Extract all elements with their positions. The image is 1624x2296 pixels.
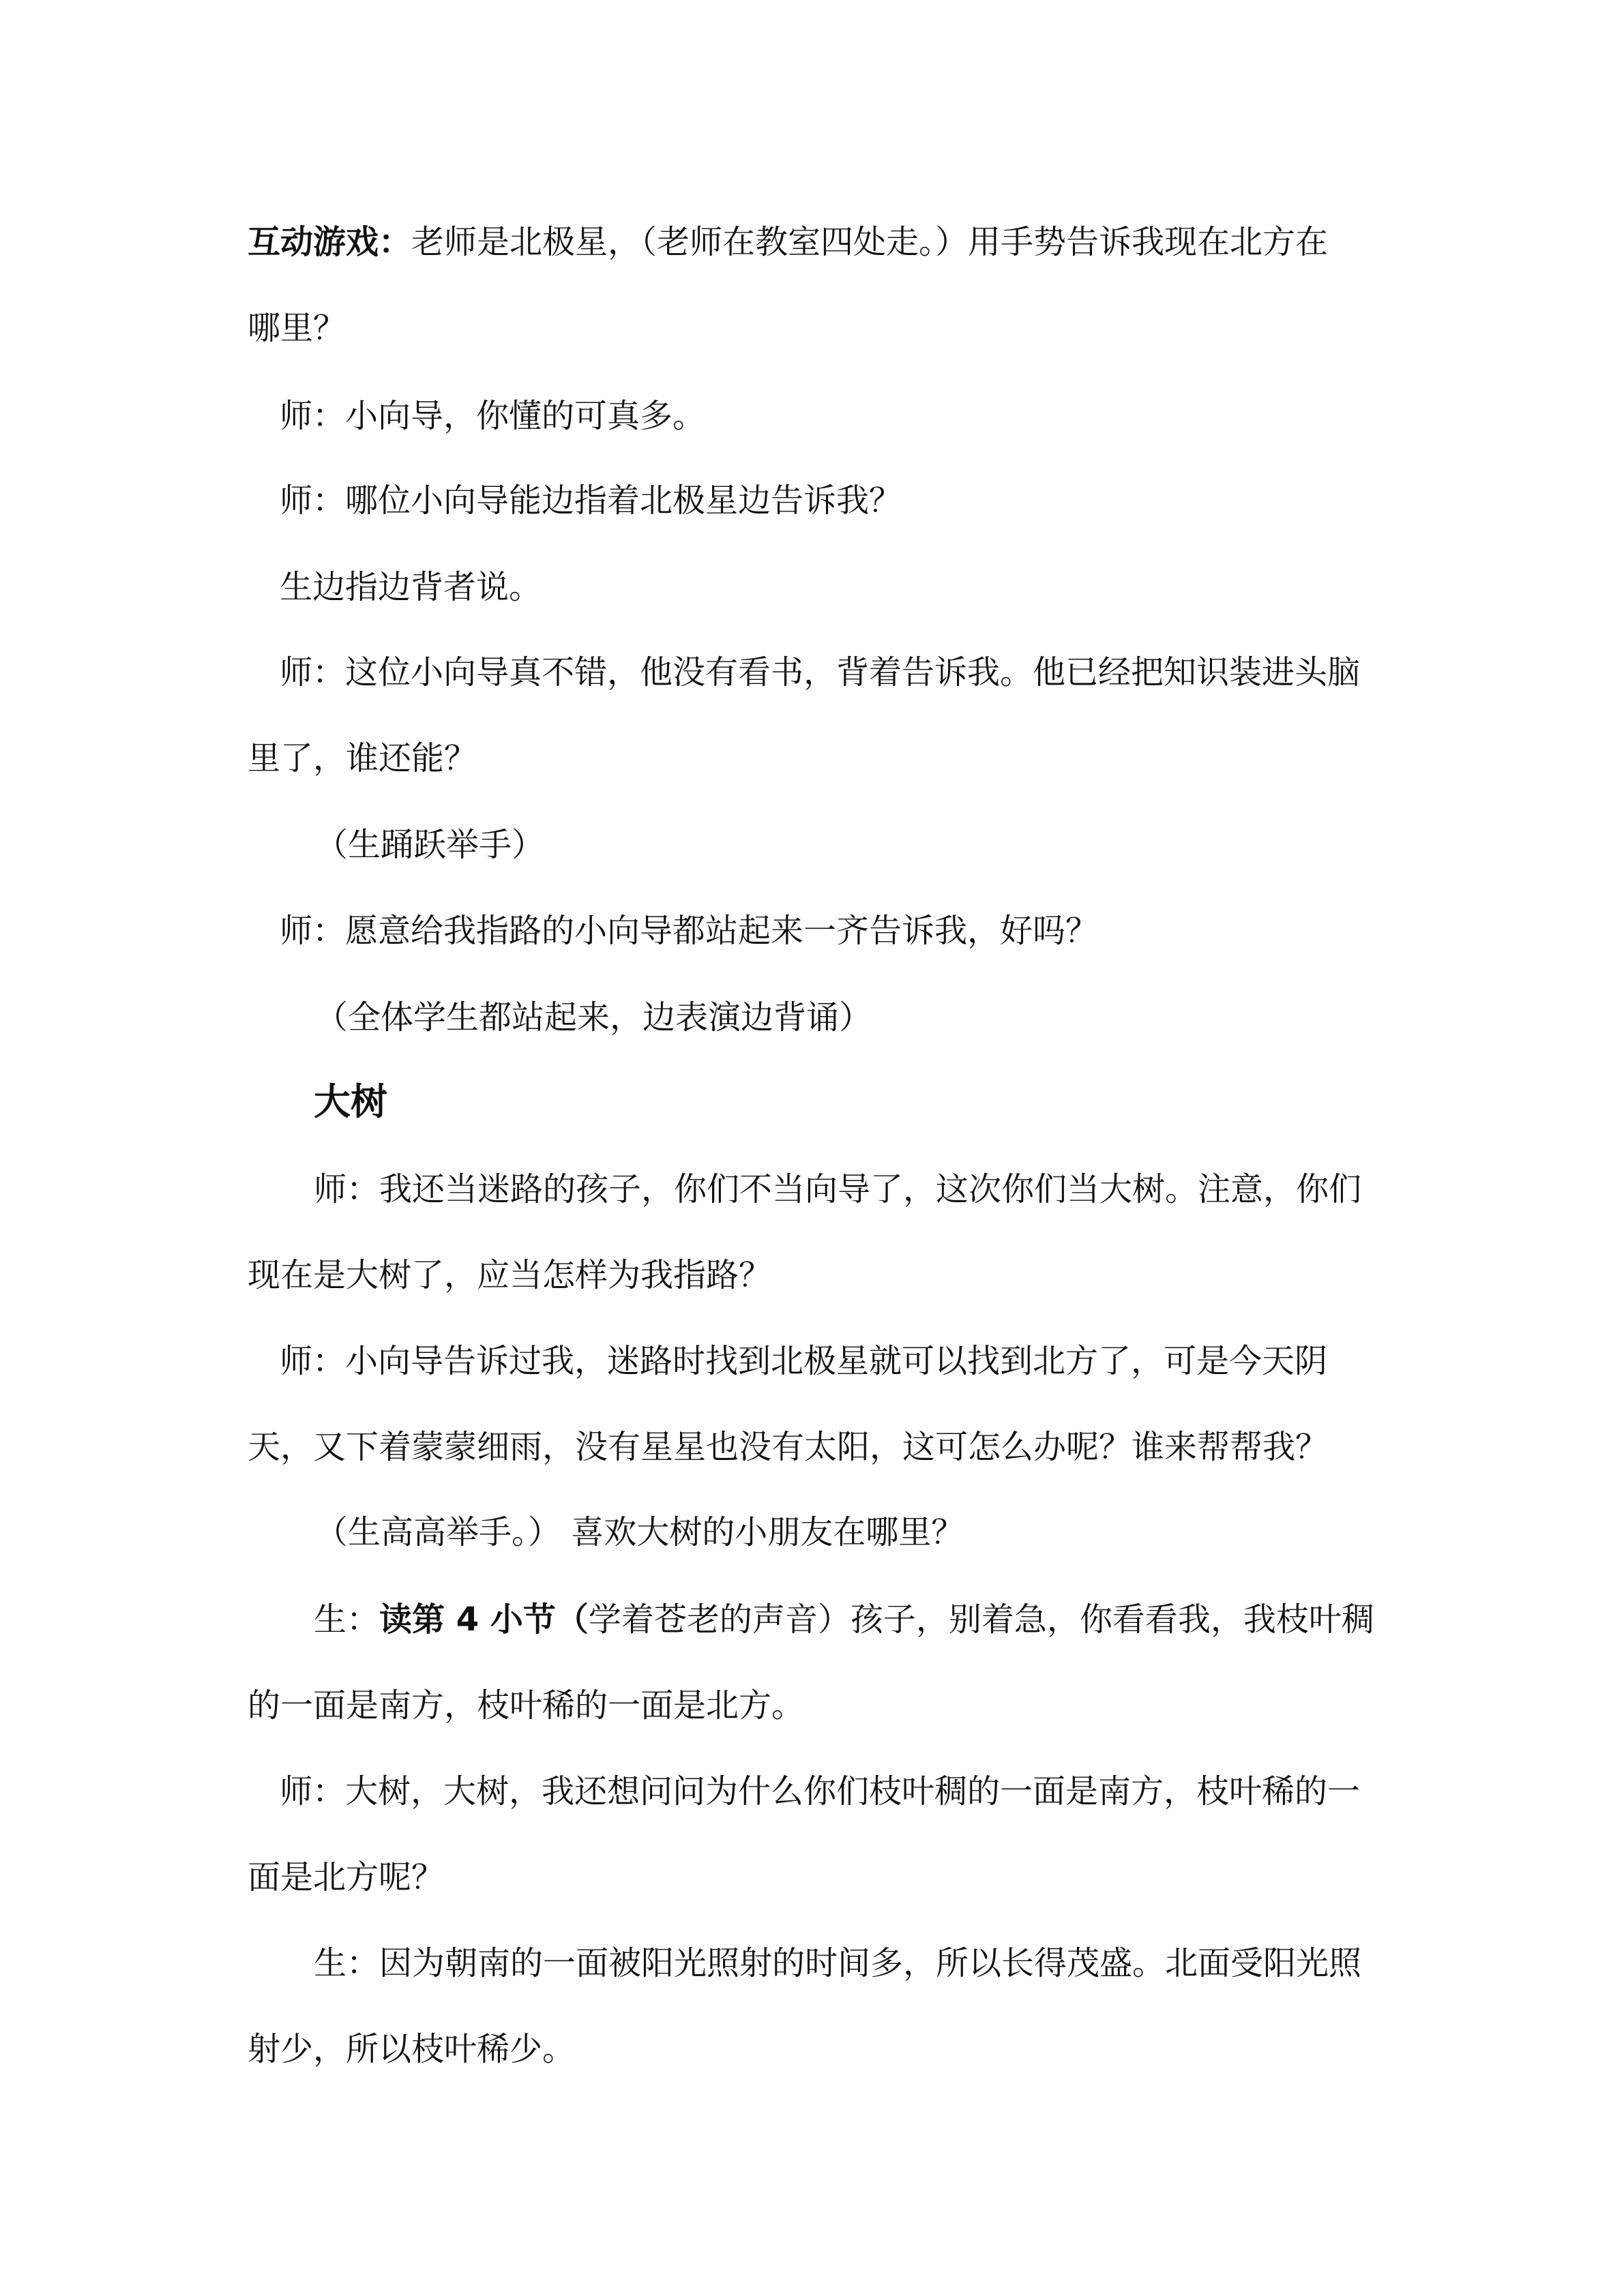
paragraph-line: 师：小向导，你懂的可真多。 [280,397,706,435]
paragraph-line: 哪里？ [248,309,346,347]
paragraph-line: 生边指边背者说。 [280,568,542,606]
paragraph-line: 生：因为朝南的一面被阳光照射的时间多，所以长得茂盛。北面受阳光照 [314,1944,1362,1982]
paragraph-line [248,222,1328,263]
speaker-label: 生： [314,1600,380,1639]
paragraph-line: 射少，所以枝叶稀少。 [248,2030,576,2068]
paragraph-line: 里了，谁还能？ [248,739,477,777]
paragraph-line: 师：哪位小向导能边指着北极星边告诉我？ [280,481,902,520]
paragraph-line: 师：这位小向导真不错，他没有看书，背着告诉我。他已经把知识装进头脑 [280,653,1361,691]
paragraph-line: （全体学生都站起来，边表演边背诵） [315,998,872,1037]
bold-label: 互动游戏： [248,223,412,261]
paragraph-line: 师：小向导告诉过我，迷路时找到北极星就可以找到北方了，可是今天阴 [280,1342,1328,1380]
paragraph-line: 师：愿意给我指路的小向导都站起来一齐告诉我，好吗？ [280,912,1099,950]
section-heading: 大树 [314,1080,387,1123]
paragraph-line: 现在是大树了，应当怎样为我指路？ [248,1256,772,1294]
line-text: 老师是北极星，（老师在教室四处走。）用手势告诉我现在北方在 [411,223,1329,261]
paragraph-line: 的一面是南方，枝叶稀的一面是北方。 [248,1686,805,1725]
paragraph-line: （生踊跃举手） [315,826,545,864]
paragraph-line: 师：大树，大树，我还想问问为什么你们枝叶稠的一面是南方，枝叶稀的一 [280,1772,1361,1810]
paragraph-line: （生高高举手。） 喜欢大树的小朋友在哪里？ [315,1513,964,1551]
paragraph-line: 天，又下着蒙蒙细雨，没有星星也没有太阳，这可怎么办呢？谁来帮帮我？ [248,1428,1329,1466]
bold-instruction: 读第 4 小节（ [379,1600,589,1639]
paragraph-line: 面是北方呢？ [248,1858,445,1896]
paragraph-line [314,1599,1374,1640]
paragraph-line: 师：我还当迷路的孩子，你们不当向导了，这次你们当大树。注意，你们 [314,1170,1362,1208]
line-text: 学着苍老的声音）孩子，别着急，你看看我，我枝叶稠 [588,1600,1374,1639]
